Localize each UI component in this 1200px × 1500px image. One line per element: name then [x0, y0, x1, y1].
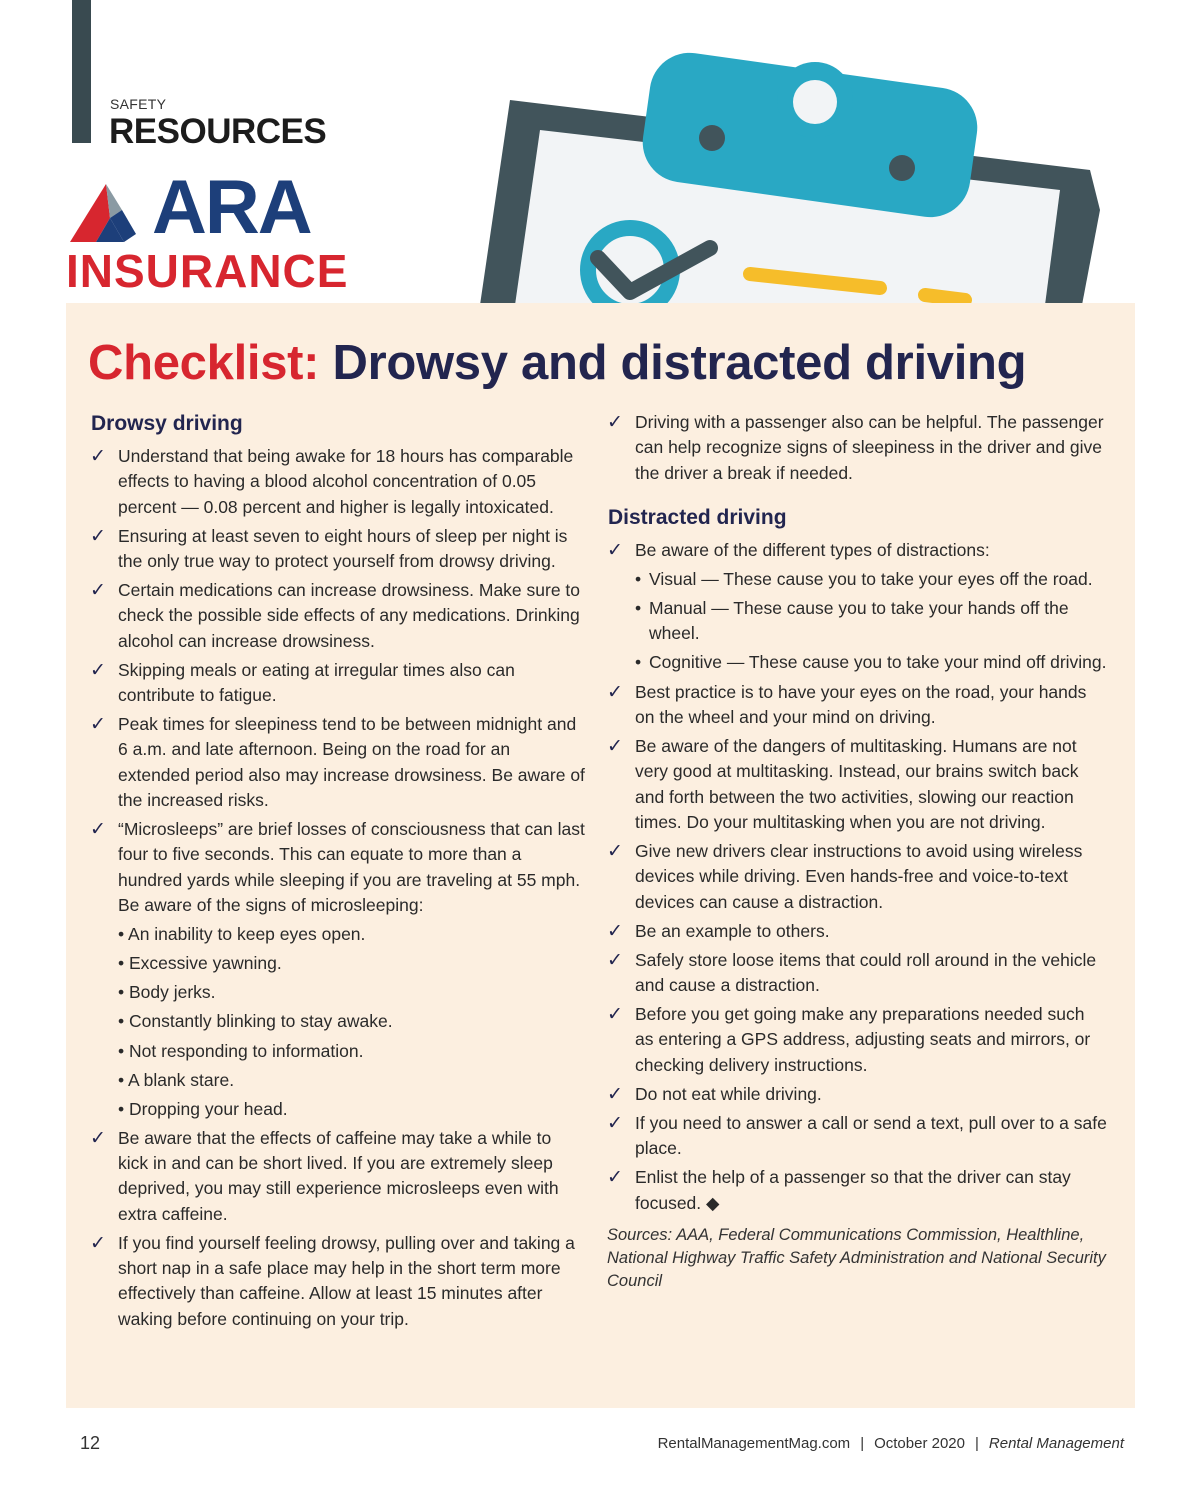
ara-insurance-logo: [66, 165, 376, 297]
checkmark-icon: ✓: [607, 681, 623, 703]
checklist-item: ✓ Be aware that the effects of caffeine may take a while to kick in and can be short lived. If you are extremely sleep deprived, you may still experience microsleeps even with extra caffeine.: [90, 1126, 585, 1227]
checkmark-icon: ✓: [607, 735, 623, 757]
bullet-icon: •: [635, 598, 642, 619]
checklist-item: ✓ Peak times for sleepiness tend to be between midnight and 6 a.m. and late afternoon. Being on the road for an extended period also may increase drowsiness. Be aware of the increased risks.: [90, 712, 585, 813]
checklist-item: ✓ Ensuring at least seven to eight hours of sleep per night is the only true way to protect yourself from drowsy driving.: [90, 524, 585, 575]
section-accent-bar: [72, 0, 91, 143]
distraction-type: • Manual — These cause you to take your hands off the wheel.: [607, 596, 1107, 647]
checkmark-icon: ✓: [607, 412, 623, 433]
sources-note: Sources: AAA, Federal Communications Commission, Healthline, National Highway Traffic Safety Administration and National Security Council: [607, 1225, 1106, 1290]
footer-date: October 2020: [874, 1435, 965, 1452]
checkmark-icon: ✓: [90, 446, 106, 467]
logo-ara-text: ARA: [152, 165, 311, 250]
microsleep-sign: • Not responding to information.: [118, 1040, 364, 1061]
checklist-item: ✓ Skipping meals or eating at irregular times also can contribute to fatigue.: [90, 658, 585, 709]
checklist-item: ✓ If you find yourself feeling drowsy, pulling over and taking a short nap in a safe place may help in the short term more effectively than caffeine. Allow at least 15 minutes after waking before continuing on your trip.: [90, 1231, 585, 1332]
footer-separator: |: [975, 1435, 979, 1452]
checklist-item: ✓ “Microsleeps” are brief losses of consciousness that can last four to five seconds. This can equate to more than a hundred yards while sleeping if you are traveling at 55 mph. Be aware of the signs of microsleeping:: [90, 817, 585, 918]
page-number: 12: [80, 1433, 101, 1453]
checklist-item: ✓ Safely store loose items that could roll around in the vehicle and cause a distraction.: [607, 948, 1107, 999]
checkmark-icon: ✓: [607, 1083, 623, 1105]
checkmark-icon: ✓: [607, 539, 623, 561]
checklist-item: ✓ Before you get going make any preparations needed such as entering a GPS address, adjusting seats and mirrors, or checking delivery instructions.: [607, 1002, 1107, 1078]
bullet-icon: •: [635, 652, 642, 673]
microsleep-sign: • Body jerks.: [118, 982, 216, 1003]
footer-publication: Rental Management: [988, 1435, 1124, 1452]
footer-separator: |: [860, 1435, 865, 1452]
ara-logo-mark-icon: [66, 182, 146, 248]
article-headline: [88, 335, 1026, 391]
drowsy-driving-heading: Drowsy driving: [91, 412, 243, 435]
distraction-type: • Visual — These cause you to take your eyes off the road.: [607, 567, 1107, 592]
checklist-item: ✓ Understand that being awake for 18 hours has comparable effects to having a blood alcohol concentration of 0.05 percent — 0.08 percent and higher is legally intoxicated.: [90, 444, 585, 520]
footer-info: [658, 1435, 1124, 1452]
distracted-driving-heading: Distracted driving: [608, 505, 787, 529]
microsleep-sign: • Dropping your head.: [118, 1098, 288, 1119]
checklist-item: ✓ Be aware of the dangers of multitasking. Humans are not very good at multitasking. Instead, our brains switch back and forth between the two activities, slowing our reaction times. Do your multitasking when you are not driving.: [607, 734, 1107, 835]
microsleep-sign: • A blank stare.: [118, 1069, 235, 1090]
checklist-item: ✓ Do not eat while driving.: [607, 1082, 1107, 1107]
checkmark-icon: ✓: [90, 1127, 106, 1149]
checkmark-icon: ✓: [90, 659, 106, 681]
logo-insurance-text: INSURANCE: [66, 245, 349, 297]
checkmark-icon: ✓: [90, 714, 106, 736]
checkmark-icon: ✓: [607, 1004, 623, 1026]
left-column: [90, 410, 585, 1336]
distraction-type: • Cognitive — These cause you to take your mind off driving.: [607, 650, 1107, 675]
checkmark-icon: ✓: [90, 580, 106, 602]
section-title: RESOURCES: [109, 112, 327, 151]
checklist-item: ✓ Certain medications can increase drowsiness. Make sure to check the possible side effects of any medications. Drinking alcohol can increase drowsiness.: [90, 578, 585, 654]
checkmark-icon: ✓: [607, 840, 623, 862]
checkmark-icon: ✓: [607, 1112, 623, 1134]
footer-site: RentalManagementMag.com: [657, 1435, 851, 1452]
checklist-item: ✓ Best practice is to have your eyes on the road, your hands on the wheel and your mind on driving.: [607, 680, 1107, 731]
checkmark-icon: ✓: [607, 920, 623, 942]
checklist-item: ✓ Driving with a passenger also can be helpful. The passenger can help recognize signs of sleepiness in the driver and give the driver a break if needed.: [607, 410, 1107, 486]
checkmark-icon: ✓: [90, 819, 106, 841]
section-kicker: SAFETY: [110, 96, 167, 112]
checklist-item: ✓ Enlist the help of a passenger so that the driver can stay focused. ◆: [607, 1165, 1107, 1216]
checklist-item: ✓ Be aware of the different types of distractions:: [607, 538, 1107, 563]
checkmark-icon: ✓: [607, 949, 623, 971]
checkmark-icon: ✓: [607, 1167, 623, 1189]
bullet-icon: •: [635, 568, 642, 589]
headline-lead: Checklist:: [88, 336, 320, 390]
checklist-item: ✓ Give new drivers clear instructions to avoid using wireless devices while driving. Even hands-free and voice-to-text devices can cause a distraction.: [607, 839, 1107, 915]
clipboard-checklist-icon: [470, 50, 1150, 305]
checklist-item: ✓ Be an example to others.: [607, 919, 1107, 944]
microsleep-sign: • Constantly blinking to stay awake.: [118, 1011, 393, 1032]
right-column: [607, 410, 1107, 1293]
checklist-item: ✓ If you need to answer a call or send a text, pull over to a safe place.: [607, 1111, 1107, 1162]
microsleep-sign: • An inability to keep eyes open.: [118, 924, 366, 945]
headline-rest: Drowsy and distracted driving: [319, 336, 1027, 390]
checkmark-icon: ✓: [90, 1232, 106, 1254]
checkmark-icon: ✓: [90, 525, 106, 547]
microsleep-sign: • Excessive yawning.: [118, 953, 282, 974]
